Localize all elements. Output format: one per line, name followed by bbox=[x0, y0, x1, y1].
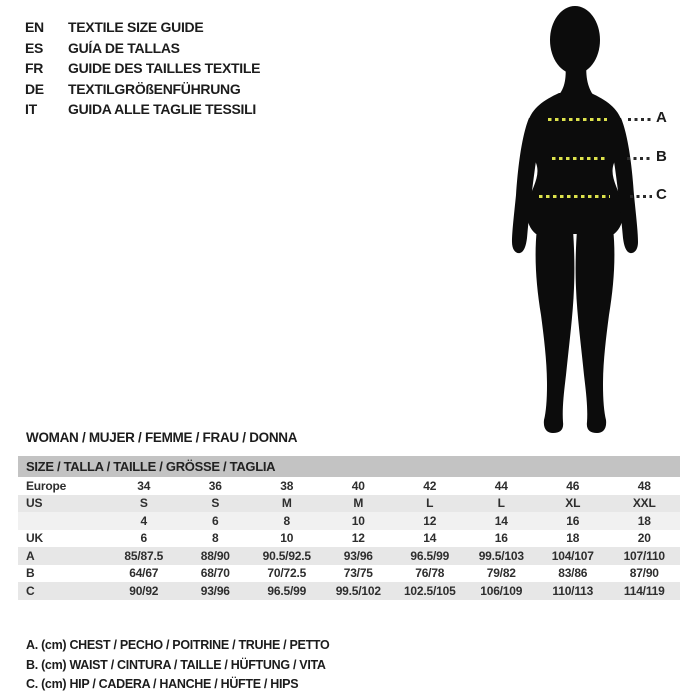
table-cell: L bbox=[497, 496, 505, 511]
row-label: A bbox=[26, 548, 35, 563]
lang-row-de bbox=[25, 79, 260, 100]
woman-silhouette bbox=[460, 0, 700, 440]
table-cell: 104/107 bbox=[551, 548, 594, 563]
row-label: UK bbox=[26, 531, 43, 546]
table-cell: 16 bbox=[566, 513, 580, 528]
table-cell: 6 bbox=[212, 513, 219, 528]
row-label: C bbox=[26, 583, 35, 598]
measure-line-chest bbox=[460, 109, 700, 126]
lang-code: DE bbox=[25, 80, 44, 97]
table-cell: 40 bbox=[351, 478, 365, 493]
table-cell: 96.5/99 bbox=[267, 583, 307, 598]
table-cell: 36 bbox=[208, 478, 222, 493]
row-label: Europe bbox=[26, 478, 67, 493]
lang-title: GUIDA ALLE TAGLIE TESSILI bbox=[68, 101, 256, 118]
row-label: US bbox=[26, 496, 43, 511]
table-cell: 76/78 bbox=[415, 566, 445, 581]
table-cell: 85/87.5 bbox=[124, 548, 164, 563]
table-cell: 70/72.5 bbox=[267, 566, 307, 581]
language-title-list bbox=[25, 17, 260, 120]
table-cell: 102.5/105 bbox=[403, 583, 456, 598]
table-cell: 73/75 bbox=[343, 566, 373, 581]
size-table-body bbox=[18, 477, 680, 600]
table-cell: 64/67 bbox=[129, 566, 159, 581]
legend-waist: B. (cm) WAIST / CINTURA / TAILLE / HÜFTUNG / VITA bbox=[26, 657, 326, 672]
table-cell: 48 bbox=[637, 478, 651, 493]
table-cell: 107/110 bbox=[623, 548, 665, 563]
lang-row-fr bbox=[25, 58, 260, 79]
table-cell: 93/96 bbox=[200, 583, 230, 598]
lang-title: TEXTILGRÖßENFÜHRUNG bbox=[68, 80, 241, 97]
table-cell: XXL bbox=[632, 496, 656, 511]
hip-dash-leader bbox=[630, 195, 652, 198]
lang-row-it bbox=[25, 99, 260, 120]
table-cell: 16 bbox=[494, 531, 508, 546]
measure-label-a: A bbox=[656, 109, 667, 126]
lang-title: GUÍA DE TALLAS bbox=[68, 39, 180, 56]
legend-chest: A. (cm) CHEST / PECHO / POITRINE / TRUHE / PETTO bbox=[26, 638, 330, 652]
table-row bbox=[18, 512, 680, 530]
measure-line-waist bbox=[460, 148, 700, 165]
measure-label-b: B bbox=[656, 148, 667, 165]
table-cell: 20 bbox=[637, 531, 651, 546]
lang-row-es bbox=[25, 38, 260, 59]
hip-dash-on-body bbox=[539, 195, 610, 198]
measure-line-hip bbox=[460, 186, 700, 203]
measurement-figure bbox=[460, 0, 700, 440]
table-cell: 68/70 bbox=[200, 566, 230, 581]
measurement-legend bbox=[26, 636, 329, 695]
waist-dash-leader bbox=[627, 157, 652, 160]
table-cell: 110/113 bbox=[552, 583, 594, 598]
table-row bbox=[18, 495, 680, 513]
table-cell: 8 bbox=[283, 513, 290, 528]
table-cell: XL bbox=[565, 496, 581, 511]
table-cell: 93/96 bbox=[343, 548, 373, 563]
table-cell: 12 bbox=[351, 531, 365, 546]
table-cell: 12 bbox=[423, 513, 437, 528]
size-table-header: SIZE / TALLA / TAILLE / GRÖSSE / TAGLIA bbox=[18, 456, 680, 477]
table-cell: 88/90 bbox=[200, 548, 230, 563]
lang-title: TEXTILE SIZE GUIDE bbox=[68, 19, 204, 36]
table-cell: 10 bbox=[351, 513, 365, 528]
table-cell: 114/119 bbox=[623, 583, 665, 598]
table-cell: 90.5/92.5 bbox=[262, 548, 311, 563]
table-cell: 10 bbox=[280, 531, 294, 546]
lang-code: IT bbox=[25, 101, 37, 118]
legend-hip: C. (cm) HIP / CADERA / HANCHE / HÜFTE / HIPS bbox=[26, 677, 299, 691]
table-cell: M bbox=[353, 496, 364, 511]
table-cell: M bbox=[281, 496, 292, 511]
waist-dash-on-body bbox=[552, 157, 606, 160]
table-row bbox=[18, 530, 680, 548]
table-cell: 14 bbox=[423, 531, 437, 546]
lang-code: EN bbox=[25, 19, 44, 36]
measure-label-c: C bbox=[656, 186, 667, 203]
table-cell: S bbox=[139, 496, 148, 511]
table-cell: 90/92 bbox=[129, 583, 159, 598]
lang-row-en bbox=[25, 17, 260, 38]
table-cell: 99.5/103 bbox=[478, 548, 524, 563]
table-row bbox=[18, 565, 680, 583]
table-row bbox=[18, 582, 680, 600]
table-cell: 42 bbox=[423, 478, 437, 493]
lang-title: GUIDE DES TAILLES TEXTILE bbox=[68, 60, 261, 77]
size-table bbox=[18, 456, 680, 600]
row-label: B bbox=[26, 566, 35, 581]
table-cell: S bbox=[211, 496, 220, 511]
table-row bbox=[18, 477, 680, 495]
table-cell: 106/109 bbox=[480, 583, 523, 598]
lang-code: FR bbox=[25, 60, 44, 77]
table-cell: 18 bbox=[637, 513, 651, 528]
lang-code: ES bbox=[25, 39, 44, 56]
table-cell: 34 bbox=[137, 478, 151, 493]
table-cell: 96.5/99 bbox=[410, 548, 450, 563]
table-cell: 4 bbox=[140, 513, 147, 528]
table-cell: 14 bbox=[494, 513, 508, 528]
chest-dash-on-body bbox=[548, 118, 607, 121]
table-cell: 87/90 bbox=[629, 566, 659, 581]
table-cell: 44 bbox=[494, 478, 508, 493]
table-cell: 18 bbox=[566, 531, 580, 546]
section-title-woman: WOMAN / MUJER / FEMME / FRAU / DONNA bbox=[26, 430, 298, 445]
table-cell: 38 bbox=[280, 478, 294, 493]
table-cell: 8 bbox=[212, 531, 219, 546]
table-cell: 99.5/102 bbox=[335, 583, 381, 598]
table-cell: 79/82 bbox=[486, 566, 516, 581]
table-cell: L bbox=[426, 496, 434, 511]
table-row bbox=[18, 547, 680, 565]
table-cell: 6 bbox=[140, 531, 147, 546]
table-cell: 83/86 bbox=[558, 566, 588, 581]
chest-dash-leader bbox=[628, 118, 654, 121]
table-cell: 46 bbox=[566, 478, 580, 493]
